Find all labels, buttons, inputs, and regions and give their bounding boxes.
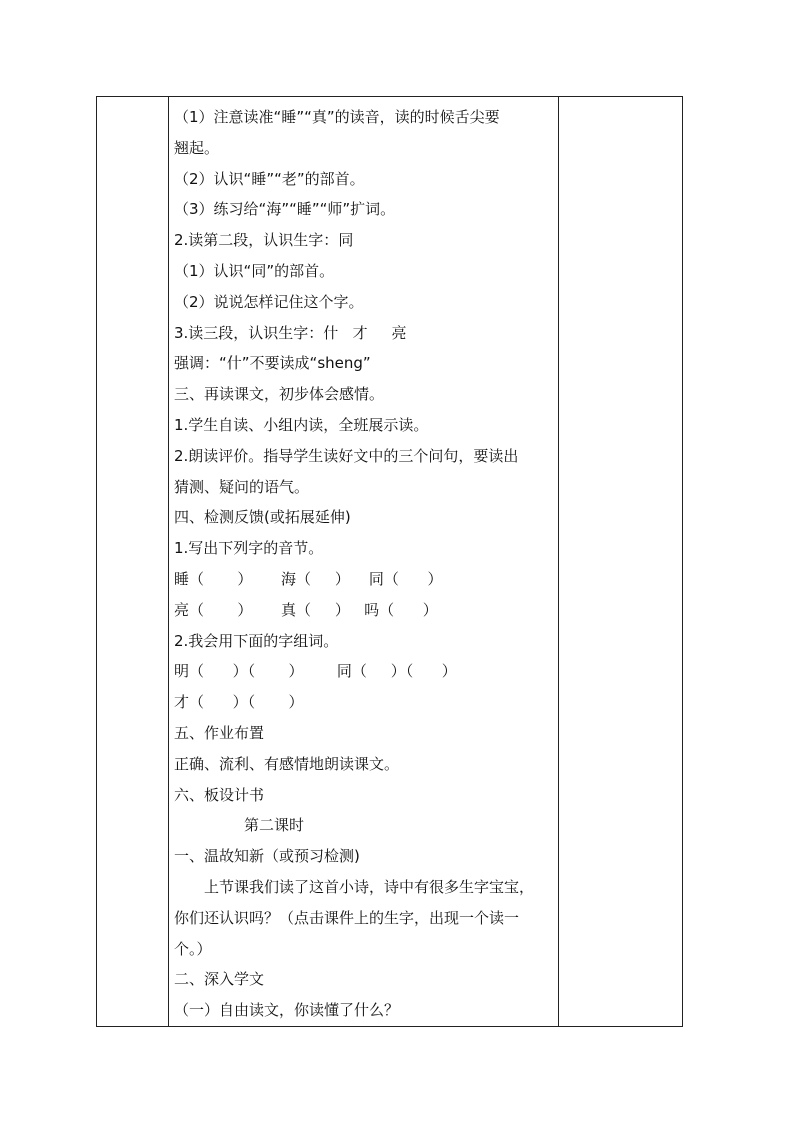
text-line: 四、检测反馈(或拓展延伸) [174, 508, 351, 527]
lesson-plan-table [96, 96, 683, 1027]
text-line: （2）说说怎样记住这个字。 [174, 292, 364, 311]
text-line: 才（ ）（ ） [174, 693, 304, 712]
text-line: 明（ ）（ ） 同（ ）（ ） [174, 662, 457, 681]
text-line: 一、温故知新（或预习检测) [174, 847, 360, 866]
text-line: （2）认识“睡”“老”的部首。 [174, 169, 365, 188]
left-blank-cell [97, 97, 169, 1027]
text-line: 你们还认识吗？（点击课件上的生字，出现一个读一 [174, 908, 520, 927]
text-line: （一）自由读文，你读懂了什么？ [174, 1001, 400, 1020]
text-line: 三、再读课文，初步体会感情。 [174, 385, 385, 404]
text-line: 强调：“什”不要读成“sheng” [174, 354, 371, 373]
text-line: 睡（ ） 海（ ） 同（ ） [174, 569, 443, 588]
lesson-content [169, 97, 558, 1026]
text-line: 第二课时 [244, 816, 305, 835]
text-line: 个。） [174, 939, 212, 958]
text-line: （3）练习给“海”“睡”“师”扩词。 [174, 200, 396, 219]
text-line: 六、板设计书 [174, 785, 265, 804]
text-line: 2.朗读评价。指导学生读好文中的三个问句，要读出 [174, 446, 519, 465]
text-line: （1）认识“同”的部首。 [174, 261, 335, 280]
lesson-content-cell [169, 97, 559, 1027]
text-line: 翘起。 [174, 138, 220, 157]
text-line: 2.我会用下面的字组词。 [174, 631, 339, 650]
text-line: 1.写出下列字的音节。 [174, 539, 324, 558]
text-line: 2.读第二段，认识生字：同 [174, 231, 354, 250]
text-line: 正确、流利、有感情地朗读课文。 [174, 754, 400, 773]
text-line: （1）注意读准“睡”“真”的读音，读的时候舌尖要 [174, 108, 500, 126]
text-line: 猜测、疑问的语气。 [174, 477, 310, 496]
text-line: 1.学生自读、小组内读，全班展示读。 [174, 415, 429, 434]
text-line: 五、作业布置 [174, 723, 265, 742]
text-line: 亮（ ） 真（ ） 吗（ ） [174, 600, 438, 619]
text-line: 二、深入学文 [174, 970, 265, 989]
table-row [97, 97, 683, 1027]
text-line: 3.读三段，认识生字：什 才 亮 [174, 323, 407, 342]
right-blank-cell [559, 97, 683, 1027]
text-line: 上节课我们读了这首小诗，诗中有很多生字宝宝， [204, 877, 535, 896]
